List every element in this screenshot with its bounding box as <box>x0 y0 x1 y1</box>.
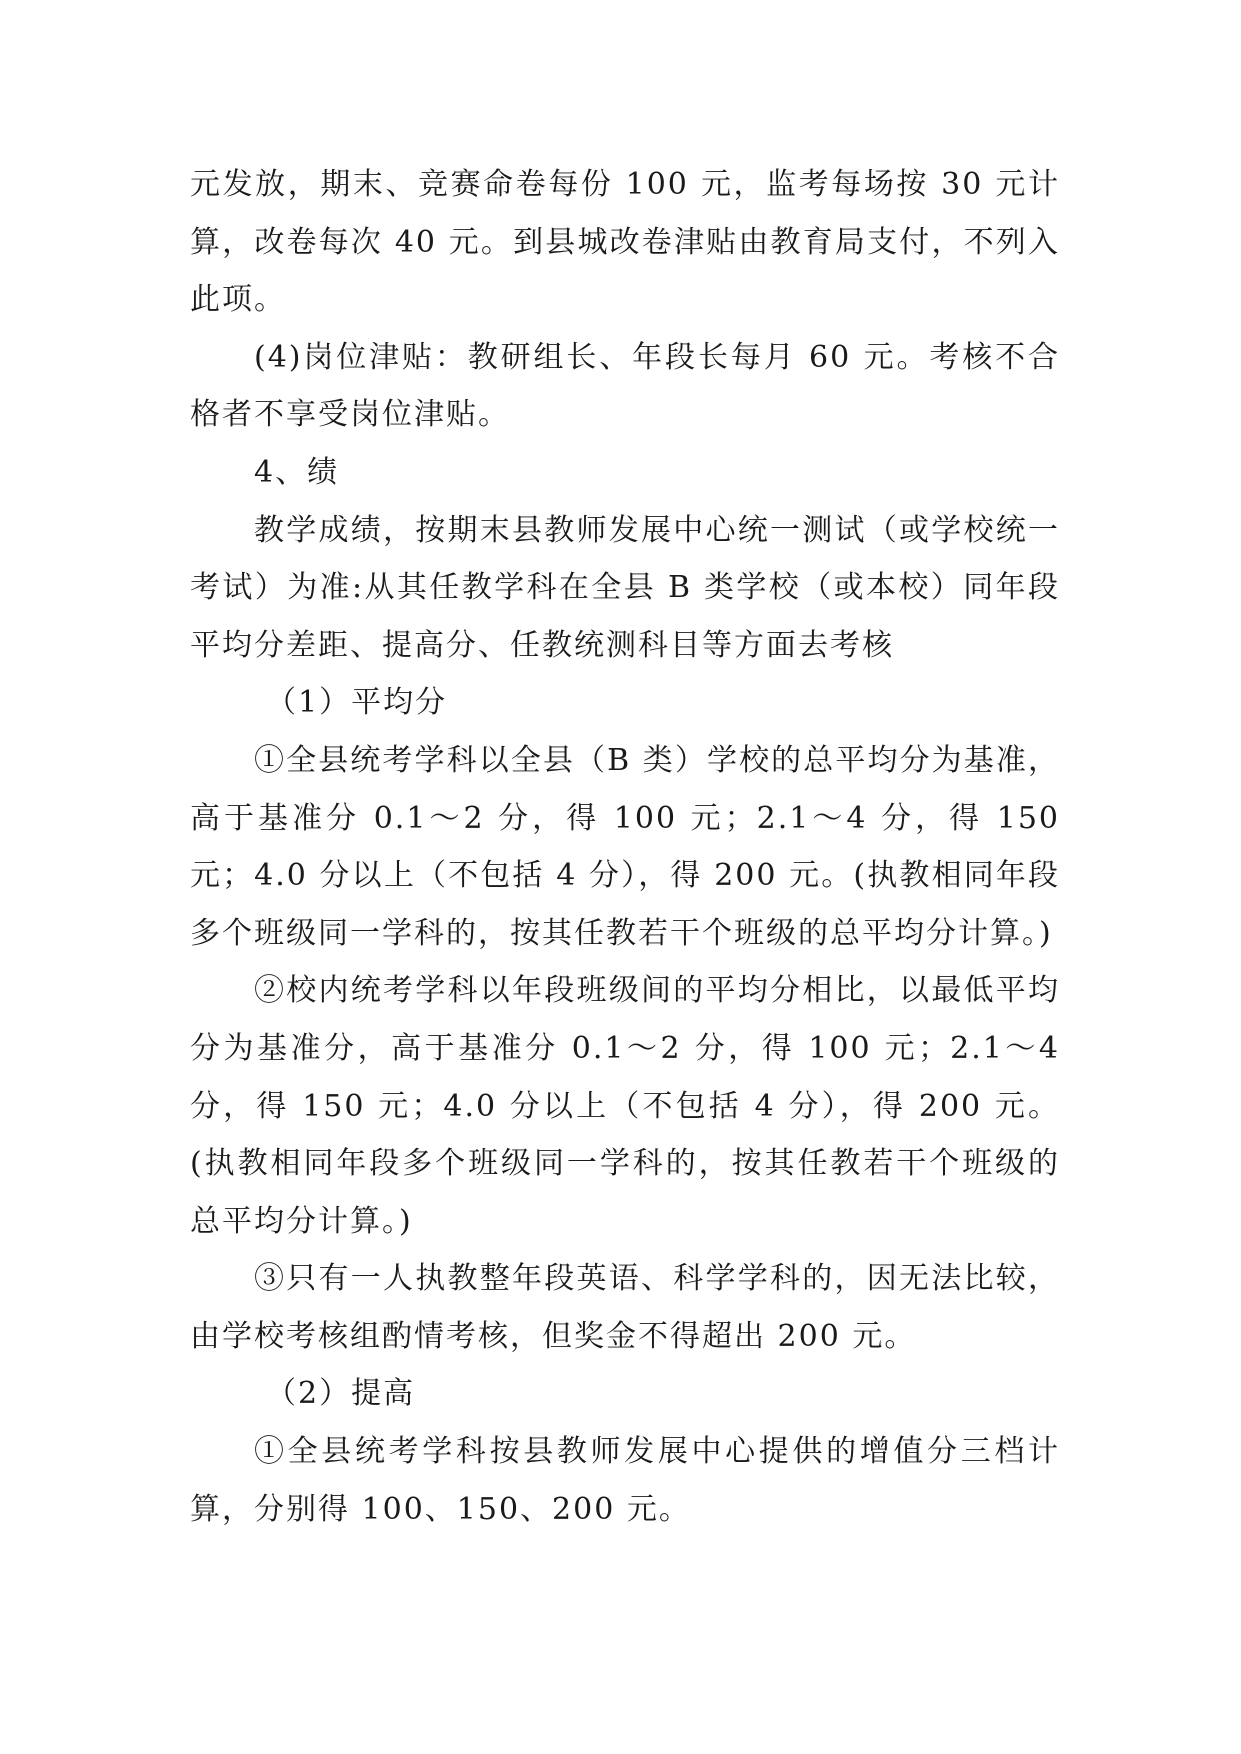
document-body <box>190 156 1060 1538</box>
subheading-average-score: （1）平均分 <box>266 685 448 721</box>
paragraph-county-exam-average: ①全县统考学科以全县（B 类）学校的总平均分为基准，高于基准分 0.1～2 分，得 100 元；2.1～4 分，得 150 元；4.0 分以上（不包括 4 分），得 200 元。(执教相同年段多个班级同一学科的，按其任教若干个班级的总平均分计算。) <box>190 742 1060 951</box>
subheading-improvement: （2）提高 <box>266 1376 416 1412</box>
paragraph-value-added: ①全县统考学科按县教师发展中心提供的增值分三档计算，分别得 100、150、200 元。 <box>190 1434 1060 1527</box>
paragraph-exam-allowance: 元发放，期末、竞赛命卷每份 100 元，监考每场按 30 元计算，改卷每次 40 元。到县城改卷津贴由教育局支付，不列入此项。 <box>190 167 1060 318</box>
paragraph-single-teacher: ③只有一人执教整年段英语、科学学科的，因无法比较，由学校考核组酌情考核，但奖金不得超出 200 元。 <box>190 1261 1060 1354</box>
paragraph-teaching-results: 教学成绩，按期末县教师发展中心统一测试（或学校统一考试）为准:从其任教学科在全县 B 类学校（或本校）同年段平均分差距、提高分、任教统测科目等方面去考核 <box>190 512 1060 663</box>
paragraph-post-allowance: (4)岗位津贴：教研组长、年段长每月 60 元。考核不合格者不享受岗位津贴。 <box>190 339 1060 433</box>
paragraph-school-exam-average: ②校内统考学科以年段班级间的平均分相比，以最低平均分为基准分，高于基准分 0.1～2 分，得 100 元；2.1～4 分，得 150 元；4.0 分以上（不包括 4 分），得 200 元。(执教相同年段多个班级同一学科的，按其任教若干个班级的总平均分计算。) <box>190 973 1060 1239</box>
section-heading-performance: 4、绩 <box>254 454 340 490</box>
